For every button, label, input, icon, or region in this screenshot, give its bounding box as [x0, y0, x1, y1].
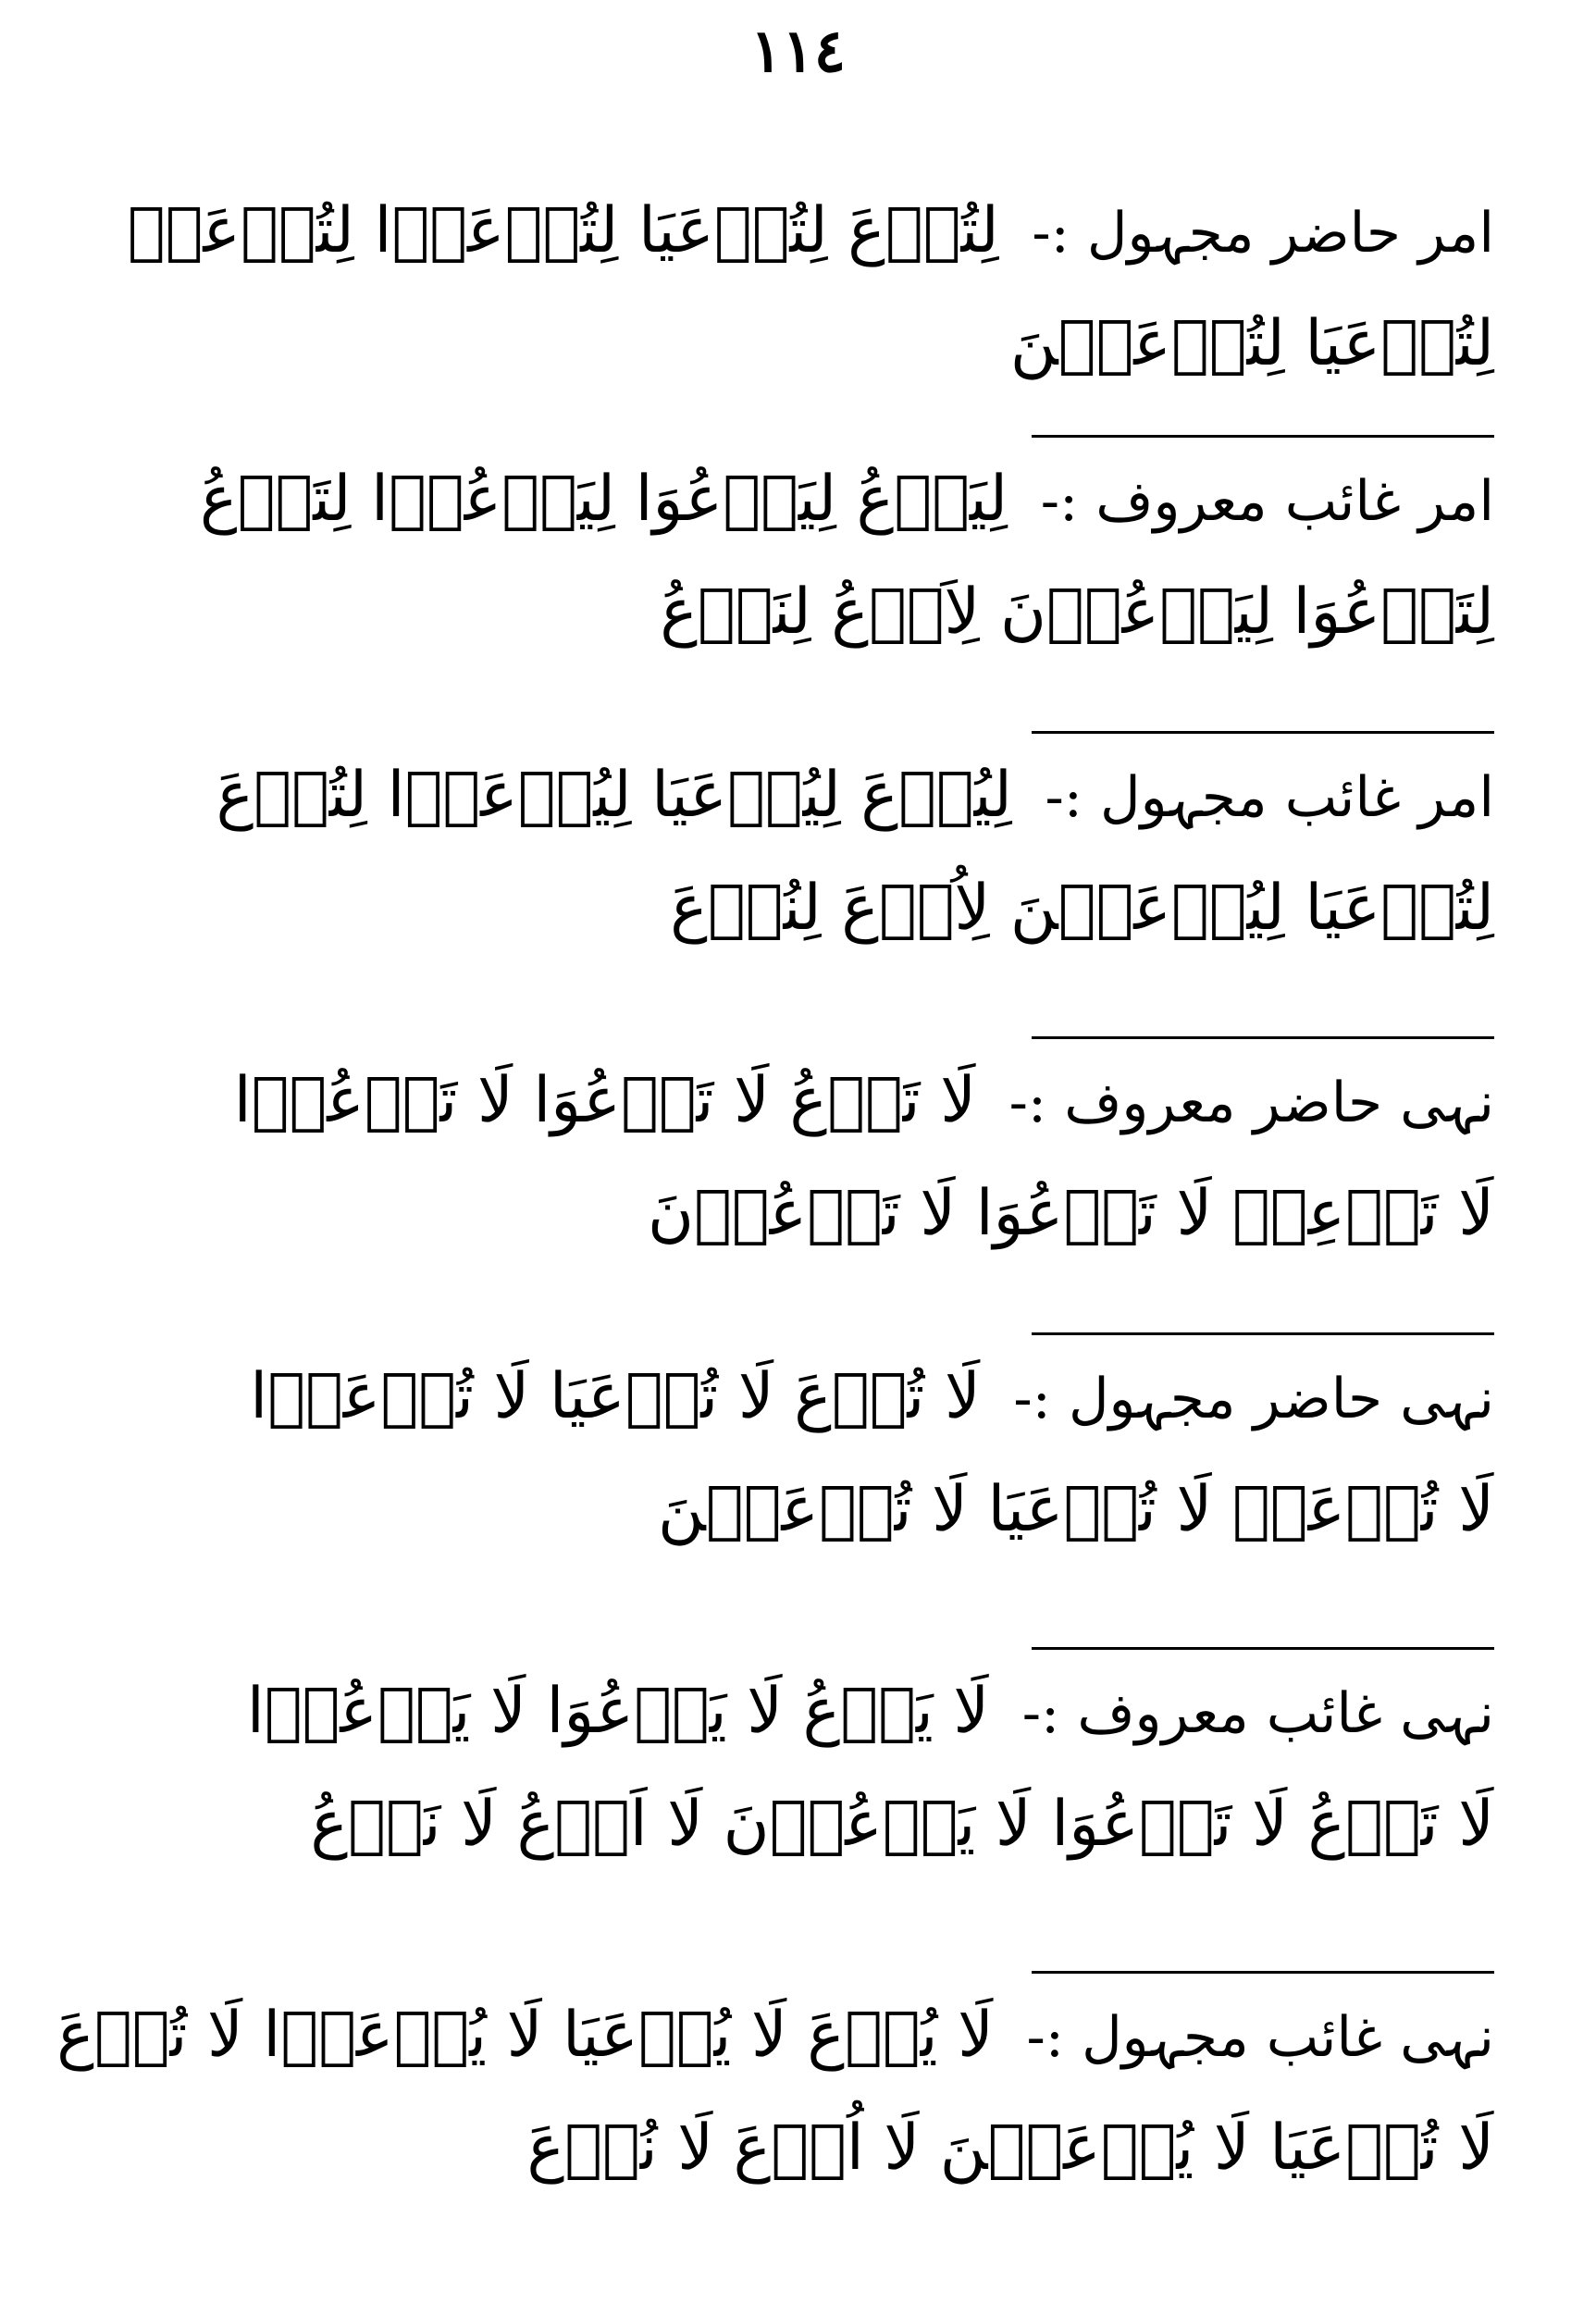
conjugation-forms: لِیُدۡعَ لِیُدۡعَیَا لِیُدۡعَوۡا لِتُدۡعَ [216, 759, 1012, 832]
section-line-2: لِتُدۡعَیَا لِیُدۡعَیۡنَ لِاُدۡعَ لِنُدۡعَ [670, 872, 1494, 945]
section-heading: امر غائب مجہول :- [1045, 765, 1494, 830]
conjugation-forms: لَا تَدۡعُ لَا تَدۡعُوَا لَا تَدۡعُوۡا [233, 1064, 977, 1137]
section-divider [1032, 435, 1494, 438]
conjugation-forms: لِیَدۡعُ لِیَدۡعُوَا لِیَدۡعُوۡا لِتَدۡعُ [200, 463, 1008, 536]
section-line-1 [88, 740, 1494, 853]
section-divider [1032, 1647, 1494, 1650]
section-line-2: لَا تُدۡعَیَا لَا یُدۡعَیۡنَ لَا اُدۡعَ لَا نُدۡعَ [526, 2112, 1494, 2185]
section-heading: امر غائب معروف :- [1040, 469, 1494, 534]
conjugation-forms: لَا یَدۡعُ لَا یَدۡعُوَا لَا یَدۡعُوۡا [246, 1675, 990, 1748]
section-nahi-hazir-majhool [88, 1342, 1494, 1566]
section-line-1 [88, 1046, 1494, 1158]
section-line-2: لَا تَدۡعِیۡ لَا تَدۡعُوَا لَا تَدۡعُوۡنَ [648, 1177, 1494, 1250]
section-heading: نہی حاضر مجہول :- [1013, 1367, 1494, 1431]
section-divider [1032, 1036, 1494, 1039]
section-line-1 [88, 1342, 1494, 1455]
section-line-2: لَا تُدۡعَیۡ لَا تُدۡعَیَا لَا تُدۡعَیۡنَ [658, 1473, 1494, 1546]
section-heading: نہی غائب معروف :- [1021, 1681, 1494, 1746]
section-nahi-hazir-maroof [88, 1046, 1494, 1270]
section-nahi-ghaib-majhool [56, 1980, 1494, 2204]
section-line-1 [88, 1656, 1494, 1769]
section-line-1 [88, 444, 1494, 557]
section-amr-hazir-majhool [88, 176, 1494, 400]
section-line-2: لَا تَدۡعُ لَا تَدۡعُوَا لَا یَدۡعُوۡنَ لَا اَدۡعُ لَا نَدۡعُ [310, 1788, 1494, 1861]
section-line-1 [88, 176, 1494, 289]
section-nahi-ghaib-maroof [88, 1656, 1494, 1880]
section-line-2: لِتُدۡعَیَا لِتُدۡعَیۡنَ [1009, 307, 1494, 380]
section-heading: نہی غائب مجہول :- [1026, 2005, 1494, 2070]
conjugation-forms: لِتُدۡعَ لِتُدۡعَیَا لِتُدۡعَوۡا لِتُدۡعَیۡ [127, 194, 999, 267]
conjugation-forms: لَا تُدۡعَ لَا تُدۡعَیَا لَا تُدۡعَوۡا [250, 1360, 981, 1433]
conjugation-forms: لَا یُدۡعَ لَا یُدۡعَیَا لَا یُدۡعَوۡا لَا تُدۡعَ [56, 1999, 994, 2072]
section-line-1 [56, 1980, 1494, 2093]
page-number: ١١٤ [749, 17, 847, 86]
section-amr-ghaib-maroof [88, 444, 1494, 668]
section-divider [1032, 1971, 1494, 1974]
section-line-2: لِتَدۡعُوَا لِیَدۡعُوۡنَ لِاَدۡعُ لِنَدۡعُ [660, 576, 1494, 649]
section-amr-ghaib-majhool [88, 740, 1494, 964]
section-divider [1032, 731, 1494, 734]
section-divider [1032, 1332, 1494, 1335]
section-heading: امر حاضر مجہول :- [1032, 201, 1494, 266]
section-heading: نہی حاضر معروف :- [1008, 1071, 1494, 1135]
